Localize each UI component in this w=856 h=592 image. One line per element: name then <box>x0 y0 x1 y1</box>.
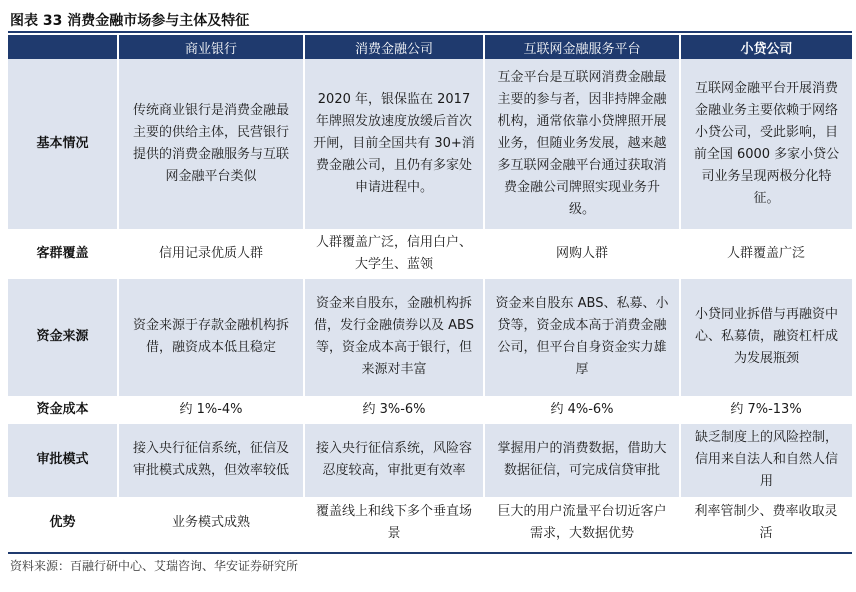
header-internet-finance-platform: 互联网金融服务平台 <box>484 35 680 59</box>
table-row-customer-coverage <box>8 229 852 278</box>
table-cell: 互联网金融平台开展消费金融业务主要依赖于网络小贷公司，受此影响，目前全国 6000 多家小贷公司业务呈现两极分化特征。 <box>680 59 852 229</box>
row-label: 资金成本 <box>8 396 118 423</box>
table-cell: 人群覆盖广泛 <box>680 229 852 278</box>
table-row-funding-cost <box>8 396 852 423</box>
header-corner <box>8 35 118 59</box>
bottom-rule <box>8 552 852 554</box>
table-cell: 巨大的用户流量平台切近客户需求，大数据优势 <box>484 497 680 549</box>
table-cell: 资金来源于存款金融机构拆借，融资成本低且稳定 <box>118 278 304 396</box>
table-row-advantages <box>8 497 852 549</box>
table-cell: 小贷同业拆借与再融资中心、私募债，融资杠杆成为发展瓶颈 <box>680 278 852 396</box>
table-cell: 互金平台是互联网消费金融最主要的参与者，因非持牌金融机构，通常依靠小贷牌照开展业务，但随业务发展，越来越多互联网金融平台通过获取消费金融公司牌照实现业务升级。 <box>484 59 680 229</box>
table-cell: 接入央行征信系统，风险容忍度较高，审批更有效率 <box>304 423 484 497</box>
row-label: 基本情况 <box>8 59 118 229</box>
table-cell: 约 4%-6% <box>484 396 680 423</box>
table-cell: 人群覆盖广泛，信用白户、大学生、蓝领 <box>304 229 484 278</box>
table-row-approval-mode <box>8 423 852 497</box>
table-cell: 约 1%-4% <box>118 396 304 423</box>
table-row-basic-info <box>8 59 852 229</box>
comparison-table <box>8 35 853 550</box>
table-cell: 掌握用户的消费数据，借助大数据征信，可完成信贷审批 <box>484 423 680 497</box>
row-label: 客群覆盖 <box>8 229 118 278</box>
table-header-row <box>8 35 852 59</box>
table-cell: 缺乏制度上的风险控制，信用来自法人和自然人信用 <box>680 423 852 497</box>
table-cell: 网购人群 <box>484 229 680 278</box>
table-cell: 资金来自股东 ABS、私募、小贷等，资金成本高于消费金融公司，但平台自身资金实力雄厚 <box>484 278 680 396</box>
title-rule <box>8 31 852 33</box>
header-microloan-company: 小贷公司 <box>680 35 852 59</box>
table-cell: 接入央行征信系统，征信及审批模式成熟，但效率较低 <box>118 423 304 497</box>
table-cell: 约 7%-13% <box>680 396 852 423</box>
header-commercial-bank: 商业银行 <box>118 35 304 59</box>
table-cell: 覆盖线上和线下多个垂直场景 <box>304 497 484 549</box>
table-cell: 传统商业银行是消费金融最主要的供给主体，民营银行提供的消费金融服务与互联网金融平台类似 <box>118 59 304 229</box>
table-row-funding-source <box>8 278 852 396</box>
table-cell: 约 3%-6% <box>304 396 484 423</box>
figure-title: 图表 33 消费金融市场参与主体及特征 <box>10 13 250 29</box>
table-cell: 资金来自股东，金融机构拆借，发行金融债券以及 ABS 等，资金成本高于银行，但来源对丰富 <box>304 278 484 396</box>
row-label: 资金来源 <box>8 278 118 396</box>
source-note: 资料来源：百融行研中心、艾瑞咨询、华安证券研究所 <box>10 559 299 573</box>
table-cell: 信用记录优质人群 <box>118 229 304 278</box>
table-cell: 利率管制少、费率收取灵活 <box>680 497 852 549</box>
table-cell: 2020 年，银保监在 2017 年牌照发放速度放缓后首次开闸，目前全国共有 30+消费金融公司，且仍有多家处申请进程中。 <box>304 59 484 229</box>
row-label: 优势 <box>8 497 118 549</box>
header-consumer-finance-company: 消费金融公司 <box>304 35 484 59</box>
row-label: 审批模式 <box>8 423 118 497</box>
table-cell: 业务模式成熟 <box>118 497 304 549</box>
